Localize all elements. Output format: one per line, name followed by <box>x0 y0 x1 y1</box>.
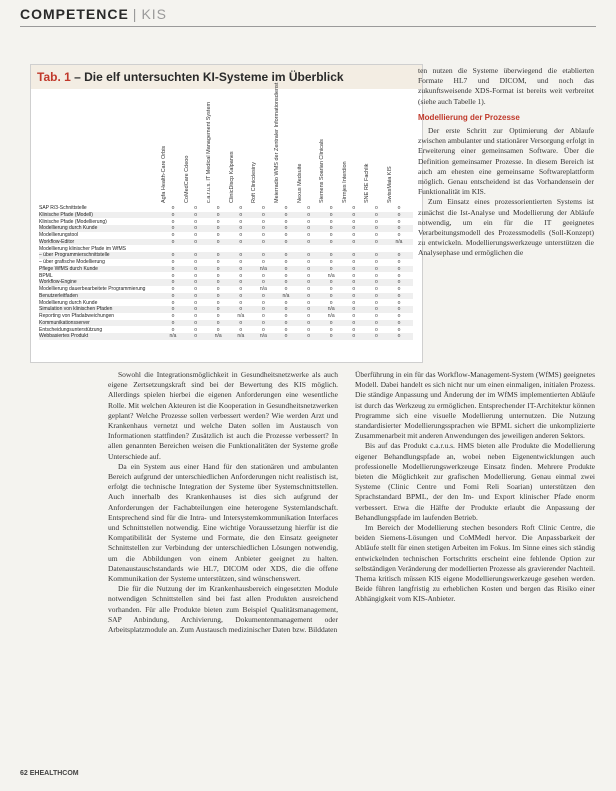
table-cell: o <box>171 313 175 319</box>
row-label: Webbasiertes Produkt <box>39 333 89 340</box>
column-header <box>341 93 362 203</box>
right-column <box>355 370 595 605</box>
row-label: – über Programmierschnittstelle <box>39 252 110 259</box>
column-header-label: Agfa Health-Care Orbis <box>161 145 167 203</box>
table-cell: o <box>239 306 243 313</box>
table-cell: o <box>171 259 175 265</box>
table-row <box>39 286 413 292</box>
table-cell: o <box>307 326 310 333</box>
row-label: Pflege WfMS durch Kunde <box>39 265 98 272</box>
table-row <box>39 279 413 285</box>
table-cell: o <box>397 333 401 340</box>
table-number: Tab. 1 <box>37 70 71 84</box>
table-cell: o <box>171 292 175 299</box>
column-header-label: Sirrnjes Interdion <box>341 161 348 203</box>
table-cell: o <box>352 286 356 292</box>
table-cell: o <box>262 326 265 333</box>
table-row <box>39 273 413 279</box>
left-column <box>108 370 338 635</box>
table-cell: o <box>239 211 243 218</box>
table-cell: o <box>352 272 356 279</box>
row-label: Klinische Pfade (Modell) <box>39 211 93 218</box>
table-cell: o <box>194 232 197 238</box>
table-cell: o <box>262 279 265 286</box>
table-cell: o <box>375 238 378 245</box>
table-row <box>39 225 413 231</box>
table-cell: o <box>171 306 175 313</box>
table-cell: o <box>194 211 197 218</box>
table-cell: n/a <box>327 313 335 319</box>
column-header-label: ClinicDiscp Kalpanes <box>228 151 235 203</box>
table-cell: o <box>352 319 356 326</box>
table-cell: o <box>194 292 197 299</box>
table-cell: o <box>239 272 243 279</box>
section-heading: Modellierung der Prozesse <box>418 112 520 122</box>
table-cell: o <box>284 313 288 319</box>
table-cell: o <box>216 313 220 319</box>
table-cell: n/a <box>259 333 267 340</box>
table-cell: o <box>329 225 333 232</box>
table-cell: o <box>284 259 288 265</box>
table-cell: o <box>329 205 333 211</box>
table-cell: o <box>171 286 175 292</box>
table-cell: n/a <box>395 238 403 245</box>
table-cell: n/a <box>259 286 267 292</box>
paragraph: Die für die Nutzung der im Krankenhausbereich eingesetzten Module notwendigen Schnittstellen sind bei fast allen Produkten ausreichend vorhanden. Für alle Produkte bieten zum Beispiel Qualitätsmanagement, SAP Anbindung, Archivierung, Dokumentenmanagement oder Arbeitsplatzmodule an. Zum Austausch medizinischer Daten bzw. Bilddaten <box>108 584 338 635</box>
table-cell: o <box>284 232 288 238</box>
table-cell: o <box>375 286 378 292</box>
table-cell: o <box>375 299 378 306</box>
table-cell: o <box>262 218 265 225</box>
table-cell: o <box>262 205 265 211</box>
column-header-label: Meierradio WMS der Zentraler Informationsdienst <box>274 82 280 203</box>
table-cell: o <box>375 333 378 340</box>
table-cell: o <box>329 252 333 259</box>
column-header-label: CoMedCare Cdeoo <box>183 155 190 203</box>
table-cell: o <box>284 279 288 286</box>
column-header-label: SwissMaia KIS <box>387 166 393 203</box>
table-cell: o <box>375 279 378 286</box>
table-cell: o <box>307 299 310 306</box>
table-cell: o <box>171 225 175 232</box>
table-row <box>39 300 413 306</box>
table-cell: o <box>307 279 310 286</box>
table-cell: o <box>194 272 197 279</box>
table-cell: o <box>352 225 356 232</box>
table-cell: o <box>329 292 333 299</box>
table-cell: o <box>375 326 378 333</box>
table-cell: n/a <box>327 306 335 313</box>
column-header-label: Nexus Medsuite <box>296 163 303 203</box>
table-cell: o <box>329 211 333 218</box>
table-row <box>39 259 413 265</box>
table-cell: o <box>307 319 310 326</box>
table-cell: o <box>239 232 243 238</box>
table-cell: o <box>239 265 243 272</box>
row-label: Modellierung dauerbearbeitete Programmierung <box>39 286 146 292</box>
row-label: BPML <box>39 272 53 279</box>
table-cell: o <box>239 279 243 286</box>
table-cell: o <box>216 306 220 313</box>
table-cell: o <box>284 299 288 306</box>
page-number: 62 <box>20 770 28 777</box>
table-cell: o <box>239 326 243 333</box>
column-header <box>387 93 407 203</box>
paragraph: Im Bereich der Modellierung stechen besonders Roft Clinic Centre, die beiden Siemens-Lösungen und CoMMedl hervor. Die Anpassbarkeit der Abläufe stellt für einen stetigen Arbeiten im Fokus. Im Sinne eines sich ständig entwickelnden technischen Fortschritts erscheint eine fehlende Option zur selbständigen Veränderung der modellierten Prozesse als gravierender Nachteil. Thema kritisch müssen KIS eigene Modellierungswerkzeuge gesehen werden. Beide führen langfristig zu erheblichen Kosten und bergen das Risiko einer Abhängigkeit vom KIS-Anbieter. <box>355 523 595 604</box>
table-cell: o <box>352 232 356 238</box>
table-cell: o <box>194 265 197 272</box>
column-header <box>296 93 317 203</box>
table-cell: o <box>329 333 333 340</box>
table-cell: o <box>352 326 356 333</box>
table-cell: o <box>262 313 265 319</box>
table-cell: o <box>397 205 401 211</box>
table-cell: o <box>194 319 197 326</box>
table-cell: o <box>352 265 356 272</box>
table-cell: o <box>216 238 220 245</box>
table-cell: o <box>375 265 378 272</box>
table-row <box>39 252 413 258</box>
table-cell: o <box>375 272 378 279</box>
table-cell: o <box>352 205 356 211</box>
row-label: Benutzerleitfaden <box>39 292 78 299</box>
table-cell: o <box>329 218 333 225</box>
paragraph: Zum Einsatz eines prozessorientierten Systems ist zunächst die Ist-Analyse und Modellierung der Abläufe notwendig, um ein für die IT geeignetes Verarbeitungsmodell des Prozessmodells (Soll-Konzept) zu entwickeln. Modellierungswerkzeuge unterstützen die Analysephase und ermöglichen die <box>418 197 594 258</box>
table-cell: o <box>171 232 175 238</box>
table-cell: o <box>284 265 288 272</box>
table-cell: o <box>284 333 288 340</box>
table-row <box>39 320 413 326</box>
table-cell: o <box>239 225 243 232</box>
row-label: Modellierung klinischer Pfade im WfMS <box>39 245 126 252</box>
table-cell: o <box>239 259 243 265</box>
section-header <box>20 6 167 22</box>
table-cell: o <box>307 232 310 238</box>
table-cell: o <box>262 259 265 265</box>
table-cell: o <box>284 286 288 292</box>
page-footer <box>20 770 79 777</box>
right-column-top <box>418 66 594 259</box>
table-cell: o <box>307 265 310 272</box>
table-cell: n/a <box>259 265 267 272</box>
table-cell: o <box>307 306 310 313</box>
table-cell: o <box>375 225 378 232</box>
table-cell: o <box>239 252 243 259</box>
column-header-label: SNE RE Fachlik <box>364 163 371 203</box>
table-cell: o <box>284 326 288 333</box>
table-cell: o <box>397 259 401 265</box>
column-header-label: Roft Clinicdesiny <box>251 162 258 203</box>
table-cell: o <box>397 232 401 238</box>
table-cell: o <box>397 326 401 333</box>
table-cell: o <box>171 319 175 326</box>
table-cell: o <box>171 205 175 211</box>
table-cell: o <box>262 292 265 299</box>
table-cell: o <box>397 272 401 279</box>
table-row <box>39 333 413 339</box>
table-cell: o <box>307 292 310 299</box>
table-cell: o <box>329 279 333 286</box>
table-cell: n/a <box>214 333 222 340</box>
paragraph: Bis auf das Produkt c.a.r.u.s. HMS bieten alle Produkte die Modellierung eigener Behandlungspfade an, wobei neben Eigenentwicklungen auch professionelle Modellierungswerkzeuge Einsatz finden. Mehrere Produkte bieten die Möglichkeit zur grafischen Modellierung. Genau einmal zwei Systeme (Clinic Centre und Fomi Reli Soarian) unterstützen den Sprachstandard BPML, der den Im- und Export klinischer Pfade enorm verbessert. Etwa die Hälfte der Produkte erlaubt die Anpassung der Behandlungspfade im laufenden Betrieb. <box>355 441 595 522</box>
table-cell: n/a <box>237 333 245 340</box>
row-label: Klinische Pfade (Modellierung) <box>39 218 107 225</box>
table-cell: o <box>216 205 220 211</box>
table-cell: o <box>194 252 197 259</box>
table-cell: o <box>216 286 220 292</box>
table-cell: o <box>262 299 265 306</box>
table-cell: o <box>307 218 310 225</box>
table-cell: o <box>329 265 333 272</box>
row-label: Modellierung durch Kunde <box>39 225 98 232</box>
table-cell: o <box>329 326 333 333</box>
table-cell: o <box>329 319 333 326</box>
table-cell: o <box>397 299 401 306</box>
table-cell: o <box>375 292 378 299</box>
table-row <box>39 246 413 252</box>
table-cell: o <box>216 259 220 265</box>
table-cell: o <box>375 205 378 211</box>
table-cell: o <box>262 225 265 232</box>
table-cell: o <box>239 286 243 292</box>
table-cell: o <box>352 299 356 306</box>
row-label: Modellierung durch Kunde <box>39 299 98 306</box>
table-row <box>39 306 413 312</box>
table-cell: o <box>171 218 175 225</box>
table-cell: o <box>329 238 333 245</box>
table-cell: o <box>307 286 310 292</box>
table-cell: o <box>194 279 197 286</box>
column-header-label: Siemens Soarian Clinicals <box>319 139 326 203</box>
table-cell: o <box>307 259 310 265</box>
table-cell: o <box>171 211 175 218</box>
column-header <box>161 93 181 203</box>
table-cell: o <box>194 326 197 333</box>
table-cell: o <box>375 232 378 238</box>
topic-label: KIS <box>141 6 168 22</box>
table-cell: o <box>397 211 401 218</box>
table-cell: o <box>216 326 220 333</box>
table-cell: o <box>194 333 197 340</box>
column-header <box>319 93 339 203</box>
table-cell: o <box>216 211 220 218</box>
table-row <box>39 212 413 218</box>
table-cell: o <box>284 205 288 211</box>
table-cell: o <box>171 265 175 272</box>
table-cell: o <box>352 259 356 265</box>
table-cell: o <box>375 252 378 259</box>
row-label: Entscheidungsunterstützung <box>39 326 103 333</box>
table-cell: o <box>239 319 243 326</box>
row-label: – über grafische Modellierung <box>39 259 105 265</box>
table-cell: o <box>352 306 356 313</box>
table-cell: o <box>194 225 197 232</box>
row-label: Kommunikationsserver <box>39 319 90 326</box>
paragraph: Der erste Schritt zur Optimierung der Ablaufe zwischen ambulanter und stationärer Versorgung erfolgt in Erweiterung einer gemeinsamen Software. Über die Definition gemeinsamer Prozesse. In diesem Bereich ist auch am ehesten eine gemeinsame Softwareplattform möglich. Genau entscheidend ist das Vorhandensein der Funktionalität im KIS. <box>418 126 594 197</box>
table-cell: o <box>194 306 197 313</box>
table-title-text: – Die elf untersuchten KI-Systeme im Überblick <box>70 70 344 84</box>
table-cell: o <box>284 238 288 245</box>
column-header <box>183 93 204 203</box>
table-cell: o <box>352 279 356 286</box>
table-cell: o <box>375 306 378 313</box>
table-cell: o <box>397 306 401 313</box>
table-cell: o <box>262 306 265 313</box>
table-cell: o <box>262 232 265 238</box>
table-cell: o <box>262 319 265 326</box>
table-cell: o <box>216 319 220 326</box>
table-cell: o <box>397 218 401 225</box>
table-cell: o <box>329 232 333 238</box>
table-cell: o <box>171 272 175 279</box>
table-cell: o <box>375 313 378 319</box>
table-cell: o <box>284 211 288 218</box>
table-cell: o <box>194 299 197 306</box>
table-cell: o <box>375 259 378 265</box>
table-cell: o <box>397 252 401 259</box>
table-cell: o <box>352 313 356 319</box>
table-cell: o <box>307 238 310 245</box>
table-cell: o <box>194 286 197 292</box>
table-cell: o <box>397 313 401 319</box>
table-cell: o <box>307 211 310 218</box>
paragraph: Überführung in ein für das Workflow-Management-System (WfMS) geeignetes Modell. Dabei handelt es sich nicht nur um einen einmaligen, initialen Prozess. Die ständige Anpassung und Änderung der im WfMS implementierten Abläufe ist durch das Werkzeug zu ermöglichen. Entsprechender IT-Architektur können Programme sich eine visuelle Modellierung unternutzen. Die Nutzung standardisierter Modellierungssprachen wie BPML sichert die unkomplizierte Zusammenarbeit mit anderen Anwendungen des jeweiligen anderen Sektors. <box>355 370 595 441</box>
table-cell: o <box>262 238 265 245</box>
table-cell: o <box>397 279 401 286</box>
column-header <box>364 93 384 203</box>
table-cell: o <box>329 299 333 306</box>
table-row <box>39 205 413 211</box>
table-cell: o <box>352 238 356 245</box>
table-cell: o <box>216 225 220 232</box>
table-cell: o <box>194 259 197 265</box>
table-row <box>39 232 413 238</box>
table-cell: o <box>307 272 310 279</box>
column-header <box>228 93 249 203</box>
table-cell: o <box>375 211 378 218</box>
table-cell: o <box>307 252 310 259</box>
table-cell: o <box>352 292 356 299</box>
table-cell: o <box>284 225 288 232</box>
table-cell: o <box>171 279 175 286</box>
table-cell: o <box>194 205 197 211</box>
table-cell: o <box>216 265 220 272</box>
table-cell: o <box>262 211 265 218</box>
table-cell: o <box>239 299 243 306</box>
table-cell: o <box>284 306 288 313</box>
table-cell: o <box>216 279 220 286</box>
table-row <box>39 239 413 245</box>
table-cell: o <box>194 238 197 245</box>
column-header-label: c.a.r.u.s. IT Medical Management System <box>206 101 213 203</box>
header-separator: | <box>132 6 138 22</box>
table-cell: o <box>397 225 401 232</box>
table-cell: o <box>329 259 333 265</box>
table-cell: o <box>216 292 220 299</box>
table-cell: o <box>239 238 243 245</box>
table-cell: o <box>171 252 175 259</box>
table-cell: o <box>284 319 288 326</box>
table-cell: o <box>307 225 310 232</box>
table-cell: o <box>307 333 310 340</box>
table-cell: n/a <box>169 333 177 340</box>
table-title <box>31 65 422 89</box>
table-cell: o <box>307 313 310 319</box>
table-cell: o <box>171 326 175 333</box>
table-cell: o <box>352 333 356 340</box>
magazine-name: EHEALTHCOM <box>29 770 79 777</box>
column-header <box>251 93 271 203</box>
table-cell: o <box>352 218 356 225</box>
row-label: Simulation von klinischen Pfaden <box>39 306 113 313</box>
table-cell: o <box>171 299 175 306</box>
table-cell: o <box>284 218 288 225</box>
table-cell: o <box>262 272 265 279</box>
table-cell: o <box>171 238 175 245</box>
table-cell: o <box>216 272 220 279</box>
column-header <box>206 93 226 203</box>
table-cell: o <box>284 272 288 279</box>
table-cell: o <box>216 299 220 306</box>
table-cell: o <box>194 218 197 225</box>
paragraph: Sowohl die Integrationsmöglichkeit in Gesundheitsnetzwerke als auch eigene Zertsetzungskraft sind bei der Bewertung des KIS möglich. Allerdings spielen hierbei die eigenen Anforderungen eine wesentliche Rolle. Mit welchen Akteuren ist die Kooperation in Gesundheitsnetzwerken geplant? Welche Prozesse sollen verbessert werden? Wie werden Arzt und Krankenhaus vernetzt und welche Daten sollen im Austausch von Informationen stattfinden? Zusätzlich ist auch die Prozesse verbessert? In allen genannten Bereichen weisen die Funktionalitäten der Systeme große Unterschiede auf. <box>108 370 338 461</box>
row-label: Workflow-Engine <box>39 279 77 286</box>
row-label: Workflow-Editor <box>39 238 75 245</box>
table-cell: o <box>239 292 243 299</box>
table-cell: o <box>239 205 243 211</box>
table-row <box>39 266 413 272</box>
table-cell: o <box>397 265 401 272</box>
table-row <box>39 293 413 299</box>
paragraph: ten nutzen die Systeme überwiegend die etablierten Formate HL7 und DICOM, und noch das zukunftsweisende XDS-Format ist bereits weit verbreitet (siehe auch Tabelle 1). <box>418 66 594 106</box>
table-cell: o <box>397 286 401 292</box>
table-row <box>39 327 413 333</box>
table-cell: o <box>216 252 220 259</box>
table-cell: o <box>352 252 356 259</box>
row-label: SAP R/3-Schnittstelle <box>39 205 87 211</box>
column-header <box>274 82 294 203</box>
table-cell: n/a <box>327 272 335 279</box>
header-rule <box>20 26 596 27</box>
table-cell: o <box>307 205 310 211</box>
table-row <box>39 219 413 225</box>
row-label: Modellierungstool <box>39 232 79 238</box>
table-cell: o <box>284 252 288 259</box>
table-cell: o <box>375 319 378 326</box>
section-label: COMPETENCE <box>20 6 129 22</box>
table-cell: o <box>194 313 197 319</box>
table-cell: o <box>397 319 401 326</box>
table-row <box>39 313 413 319</box>
table-cell: o <box>329 286 333 292</box>
table-cell: o <box>216 218 220 225</box>
table-cell: n/a <box>282 292 290 299</box>
table-cell: n/a <box>237 313 245 319</box>
table-cell: o <box>397 292 401 299</box>
table-cell: o <box>352 211 356 218</box>
table-cell: o <box>262 252 265 259</box>
table-cell: o <box>375 218 378 225</box>
table-cell: o <box>239 218 243 225</box>
table-cell: o <box>216 232 220 238</box>
row-label: Reporting von Pfadabweichungen <box>39 313 115 319</box>
paragraph: Da ein System aus einer Hand für den stationären und ambulanten Bereich aufgrund der unterschiedlichen Anforderungen nicht realistisch ist, erfolgt die technische Integration der Systeme über Systemschnittstellen. Auch innerhalb des Krankenhauses ist dies sich aufgrund der Anforderungen der Fachabteilungen eine heterogene Systemlandschaft. Entsprechend sind für die Intra- und Intersystemkommunikation Interfaces und Schnittstellen notwendig. Eine wichtige Voraussetzung hierfür ist die Kompatibilität der Systeme und Formate, die den Einsatz geeigneter Schnittstellen zur Verbindung der unterschiedlichen Lösungen notwendig, um die Abbildungen von einem Anbieter geeignet zu halten. Datenaustauschstandards wie HL7, DICOM oder XDS, die die offene Kommunikation der Systeme unterstützen, sind wünschenswert. <box>108 461 338 584</box>
overview-table <box>30 64 423 363</box>
